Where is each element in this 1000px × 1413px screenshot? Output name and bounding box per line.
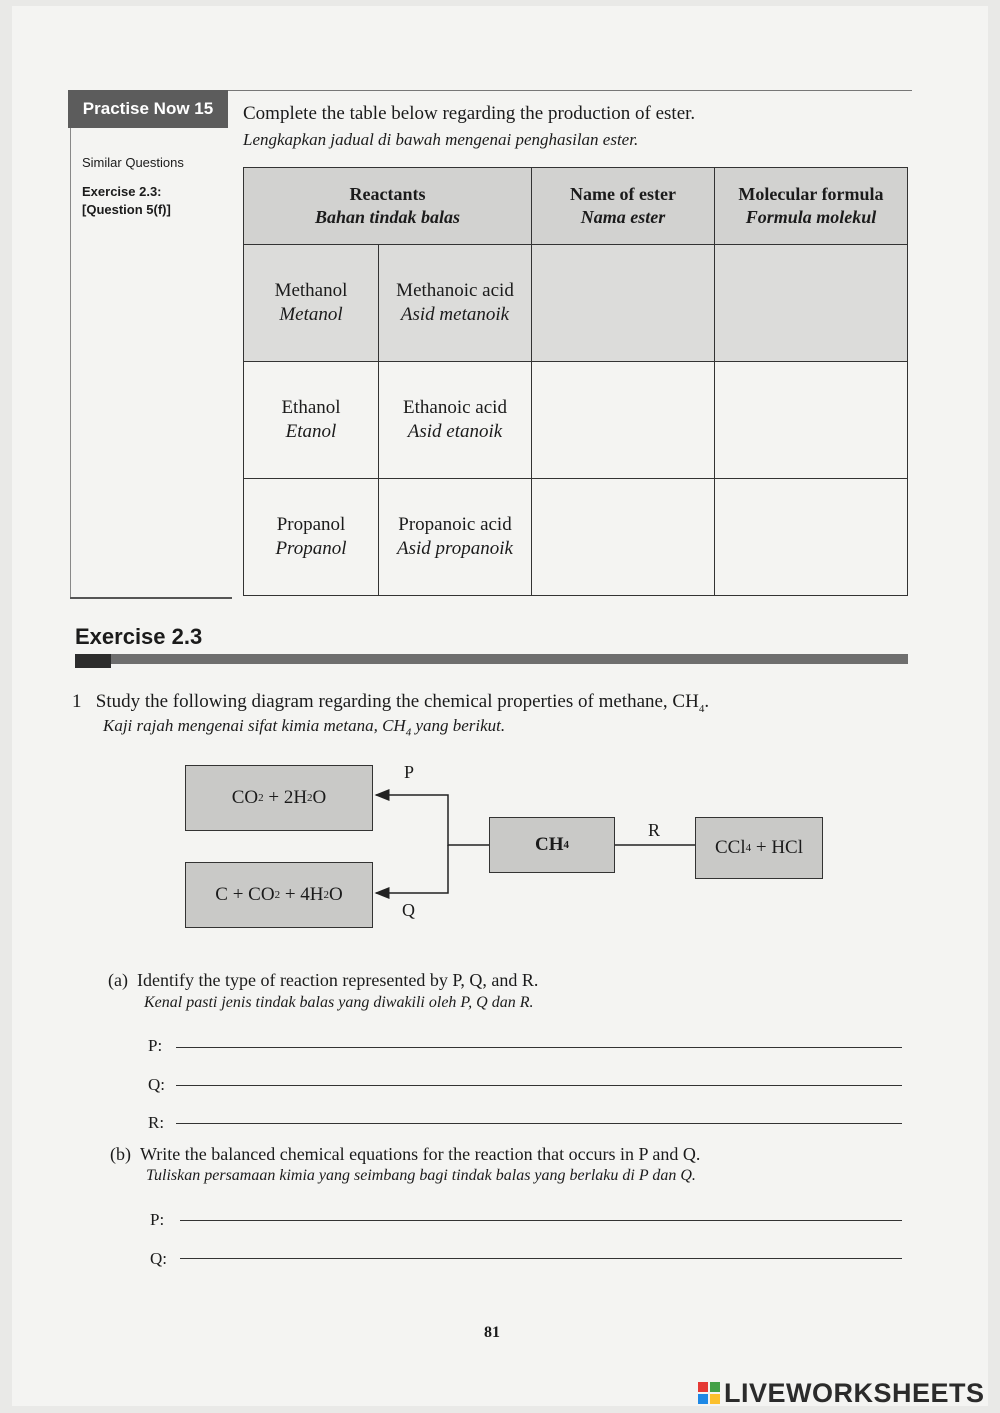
answer-label-p: P:	[150, 1210, 165, 1229]
arrow-q	[376, 845, 448, 893]
similar-questions-ref: Exercise 2.3: [Question 5(f)]	[82, 184, 171, 217]
answer-label-r: R:	[148, 1113, 165, 1132]
product-box-r: CCl 4 + HCl	[695, 817, 823, 879]
product-box-q: C + CO 2 + 4H 2 O	[185, 862, 373, 928]
label-r: R	[648, 820, 661, 840]
question-1: 1 Study the following diagram regarding the chemical properties of methane, $CH_4$.	[72, 691, 710, 715]
arrow-p	[376, 795, 489, 845]
question-b-ms: Tuliskan persamaan kimia yang seimbang bagi tindak balas yang berlaku di P dan Q.	[146, 1167, 696, 1184]
answer-label-q: Q:	[148, 1075, 165, 1094]
answer-line-a-q[interactable]	[176, 1085, 902, 1086]
methane-box: CH 4	[489, 817, 615, 873]
label-p: P	[404, 762, 415, 782]
practise-instruction: Complete the table below regarding the production of ester.	[243, 103, 696, 124]
answer-line-b-q[interactable]	[180, 1258, 902, 1259]
liveworksheets-logo-icon	[698, 1382, 720, 1404]
answer-line-a-r[interactable]	[176, 1123, 902, 1124]
acid-cell: Ethanoic acid Asid etanoik	[379, 362, 532, 479]
alcohol-cell: Methanol Metanol	[244, 245, 379, 362]
question-1-ms: Kaji rajah mengenai sifat kimia metana, $CH_4$ yang berikut.	[103, 716, 506, 739]
acid-cell: Methanoic acid Asid metanoik	[379, 245, 532, 362]
header-molecular-formula: Molecular formula Formula molekul	[715, 168, 908, 245]
acid-cell: Propanoic acid Asid propanoik	[379, 479, 532, 596]
header-reactants: Reactants Bahan tindak balas	[244, 168, 532, 245]
answer-label-p: P:	[148, 1036, 163, 1055]
label-q: Q	[402, 900, 415, 920]
page-number: 81	[484, 1324, 500, 1341]
practise-now-label: Practise Now 15	[68, 90, 228, 128]
question-a: (a) Identify the type of reaction represented by P, Q, and R.	[108, 970, 539, 990]
answer-label-q: Q:	[150, 1249, 167, 1268]
header-ester-name: Name of ester Nama ester	[532, 168, 715, 245]
question-b: (b) Write the balanced chemical equations for the reaction that occurs in P and Q.	[110, 1144, 701, 1164]
alcohol-cell: Propanol Propanol	[244, 479, 379, 596]
product-box-p: CO 2 + 2H 2 O	[185, 765, 373, 831]
similar-questions-title: Similar Questions	[82, 155, 184, 170]
practise-instruction-ms: Lengkapkan jadual di bawah mengenai penghasilan ester.	[243, 130, 639, 149]
liveworksheets-watermark: LIVEWORKSHEETS	[724, 1378, 985, 1408]
alcohol-cell: Ethanol Etanol	[244, 362, 379, 479]
exercise-title: Exercise 2.3	[75, 624, 203, 649]
question-a-ms: Kenal pasti jenis tindak balas yang diwakili oleh P, Q dan R.	[144, 994, 534, 1011]
answer-line-b-p[interactable]	[180, 1220, 902, 1221]
answer-line-a-p[interactable]	[176, 1047, 902, 1048]
